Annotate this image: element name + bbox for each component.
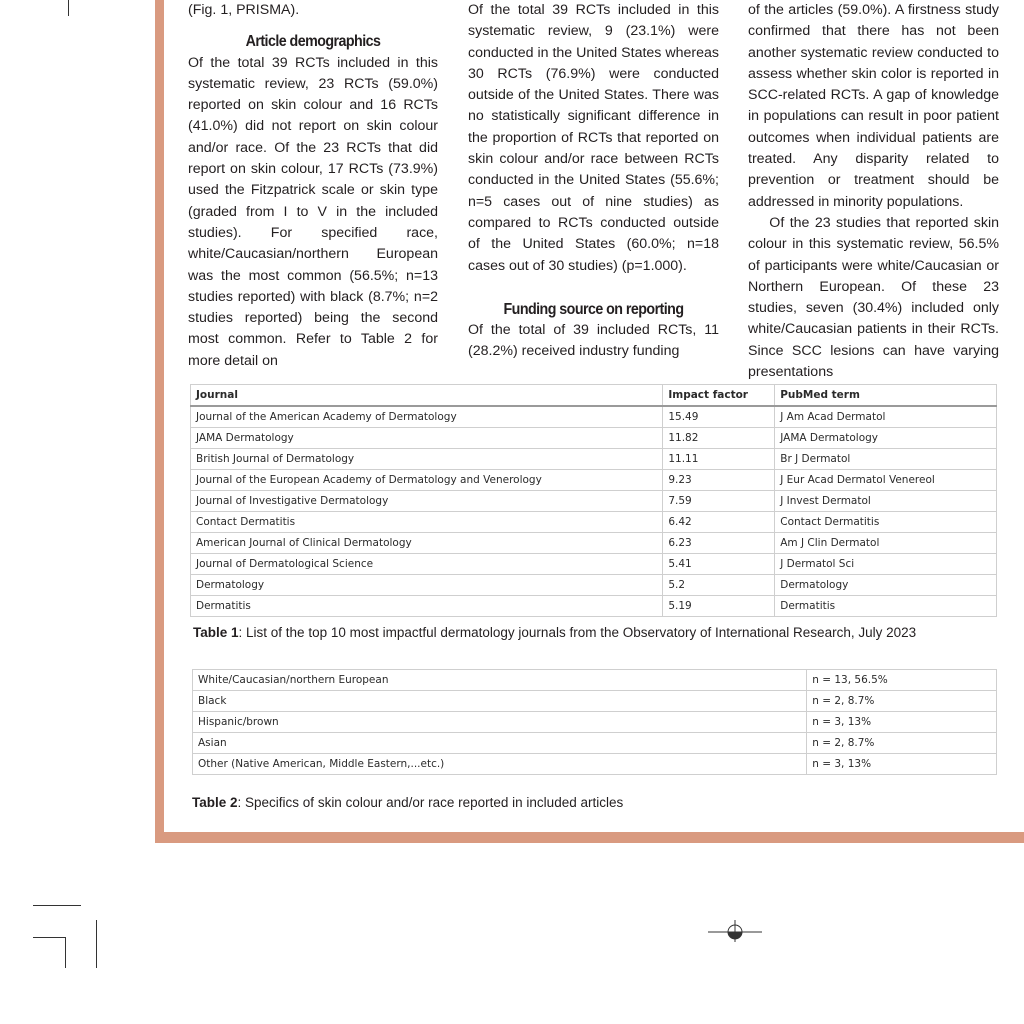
text-column-1 — [188, 0, 438, 372]
table-cell: J Invest Dermatol — [775, 491, 997, 512]
table-cell: n = 2, 8.7% — [807, 691, 997, 712]
table-cell: n = 3, 13% — [807, 712, 997, 733]
table-cell: n = 3, 13% — [807, 754, 997, 775]
table-row — [191, 512, 997, 533]
table-cell: Journal of Investigative Dermatology — [191, 491, 663, 512]
table-cell: Journal of Dermatological Science — [191, 554, 663, 575]
table-cell: n = 2, 8.7% — [807, 733, 997, 754]
table-header-cell: Impact factor — [663, 385, 775, 407]
table-row — [193, 712, 997, 733]
table-cell: Hispanic/brown — [193, 712, 807, 733]
table-cell: 15.49 — [663, 406, 775, 428]
column3-paragraph-1: of the articles (59.0%). A firstness study confirmed that there has not been another systematic review conducted to assess whether skin color is reported in SCC-related RCTs. A gap of knowledge in populations can result in poor patient outcomes when individual patients are treated. Any disparity related to prevention or treatment should be addressed in minority populations. — [748, 2, 999, 210]
column1-paragraph: Of the total 39 RCTs included in this systematic review, 23 RCTs (59.0%) reported on skin colour and 16 RCTs (41.0%) did not report on skin colour and/or race. Of the 23 RCTs that did report on skin colour, 17 RCTs (73.9%) used the Fitzpatrick scale or skin type (graded from I to V in the included studies). For specified race, white/Caucasian/northern European was the most common (56.5%; n=13 studies reported) with black (8.7%; n=2 studies reported) being the second most common. Refer to Table 2 for more detail on — [188, 54, 438, 369]
registration-mark-icon — [708, 920, 762, 942]
table-cell: JAMA Dermatology — [191, 428, 663, 449]
table-2 — [192, 669, 997, 775]
table-cell: Dermatology — [191, 575, 663, 596]
table-cell: Contact Dermatitis — [191, 512, 663, 533]
crop-mark — [33, 937, 66, 938]
table-cell: 6.23 — [663, 533, 775, 554]
table-cell: Dermatology — [775, 575, 997, 596]
column2-paragraph-1: Of the total 39 RCTs included in this systematic review, 9 (23.1%) were conducted in the United States whereas 30 RCTs (76.9%) were conducted outside of the United States. There was no statistically significant difference in the proportion of RCTs that reported on skin colour and/or race between RCTs conducted in the United States (55.6%; n=5 cases out of nine studies) as compared to RCTs conducted outside of the United States (60.0%; n=18 cases out of 30 studies) (p=1.000). — [468, 2, 719, 274]
table-cell: American Journal of Clinical Dermatology — [191, 533, 663, 554]
table-cell: J Eur Acad Dermatol Venereol — [775, 470, 997, 491]
column2-paragraph-2: Of the total of 39 included RCTs, 11 (28.2%) received industry funding — [468, 322, 719, 360]
table-cell: British Journal of Dermatology — [191, 449, 663, 470]
table-cell: Am J Clin Dermatol — [775, 533, 997, 554]
table-row — [191, 596, 997, 617]
text-column-2 — [468, 0, 719, 363]
table-cell: JAMA Dermatology — [775, 428, 997, 449]
table-cell: 9.23 — [663, 470, 775, 491]
table-2-caption-text: : Specifics of skin colour and/or race reported in included articles — [237, 795, 624, 810]
table-cell: 5.2 — [663, 575, 775, 596]
table-row — [191, 428, 997, 449]
table-1-caption — [193, 625, 916, 640]
table-header-cell: PubMed term — [775, 385, 997, 407]
crop-mark — [68, 0, 69, 16]
column1-lead: (Fig. 1, PRISMA). — [188, 2, 300, 18]
table-row — [191, 575, 997, 596]
table-2-caption-label: Table 2 — [192, 795, 238, 810]
heading-funding-source: Funding source on reporting — [503, 300, 684, 318]
table-cell: 7.59 — [663, 491, 775, 512]
table-row — [191, 533, 997, 554]
table-cell: Contact Dermatitis — [775, 512, 997, 533]
table-cell: Br J Dermatol — [775, 449, 997, 470]
table-cell: Black — [193, 691, 807, 712]
table-cell: Other (Native American, Middle Eastern,...etc.) — [193, 754, 807, 775]
table-cell: White/Caucasian/northern European — [193, 670, 807, 691]
table-row — [193, 733, 997, 754]
table-1-caption-label: Table 1 — [193, 625, 239, 640]
table-cell: Journal of the European Academy of Dermatology and Venerology — [191, 470, 663, 491]
table-row — [191, 406, 997, 428]
crop-mark — [33, 905, 81, 906]
table-cell: 11.82 — [663, 428, 775, 449]
spacer — [468, 277, 719, 299]
table-cell: Journal of the American Academy of Dermatology — [191, 406, 663, 428]
table-cell: 6.42 — [663, 512, 775, 533]
table-row — [191, 491, 997, 512]
table-cell: J Am Acad Dermatol — [775, 406, 997, 428]
table-cell: J Dermatol Sci — [775, 554, 997, 575]
table-cell: Dermatitis — [775, 596, 997, 617]
table-cell: n = 13, 56.5% — [807, 670, 997, 691]
table-cell: 5.19 — [663, 596, 775, 617]
column3-paragraph-2: Of the 23 studies that reported skin colour in this systematic review, 56.5% of participants were white/Caucasian or Northern European. Of these 23 studies, seven (30.4%) included only white/Caucasian patients in their RCTs. Since SCC lesions can have varying presentations — [748, 214, 999, 381]
table-1-caption-text: : List of the top 10 most impactful dermatology journals from the Observatory of International Research, July 2023 — [238, 625, 917, 640]
table-row — [193, 754, 997, 775]
table-1 — [190, 384, 997, 617]
spacer — [188, 21, 438, 31]
heading-article-demographics: Article demographics — [245, 33, 381, 51]
table-2-caption — [192, 795, 623, 810]
table-header-row — [191, 385, 997, 407]
table-row — [193, 670, 997, 691]
table-row — [191, 470, 997, 491]
table-cell: 5.41 — [663, 554, 775, 575]
table-row — [191, 554, 997, 575]
crop-mark — [65, 937, 66, 968]
table-header-cell: Journal — [191, 385, 663, 407]
table-row — [191, 449, 997, 470]
table-cell: 11.11 — [663, 449, 775, 470]
crop-mark — [96, 920, 97, 968]
table-row — [193, 691, 997, 712]
text-column-3 — [748, 0, 999, 383]
table-cell: Dermatitis — [191, 596, 663, 617]
table-cell: Asian — [193, 733, 807, 754]
